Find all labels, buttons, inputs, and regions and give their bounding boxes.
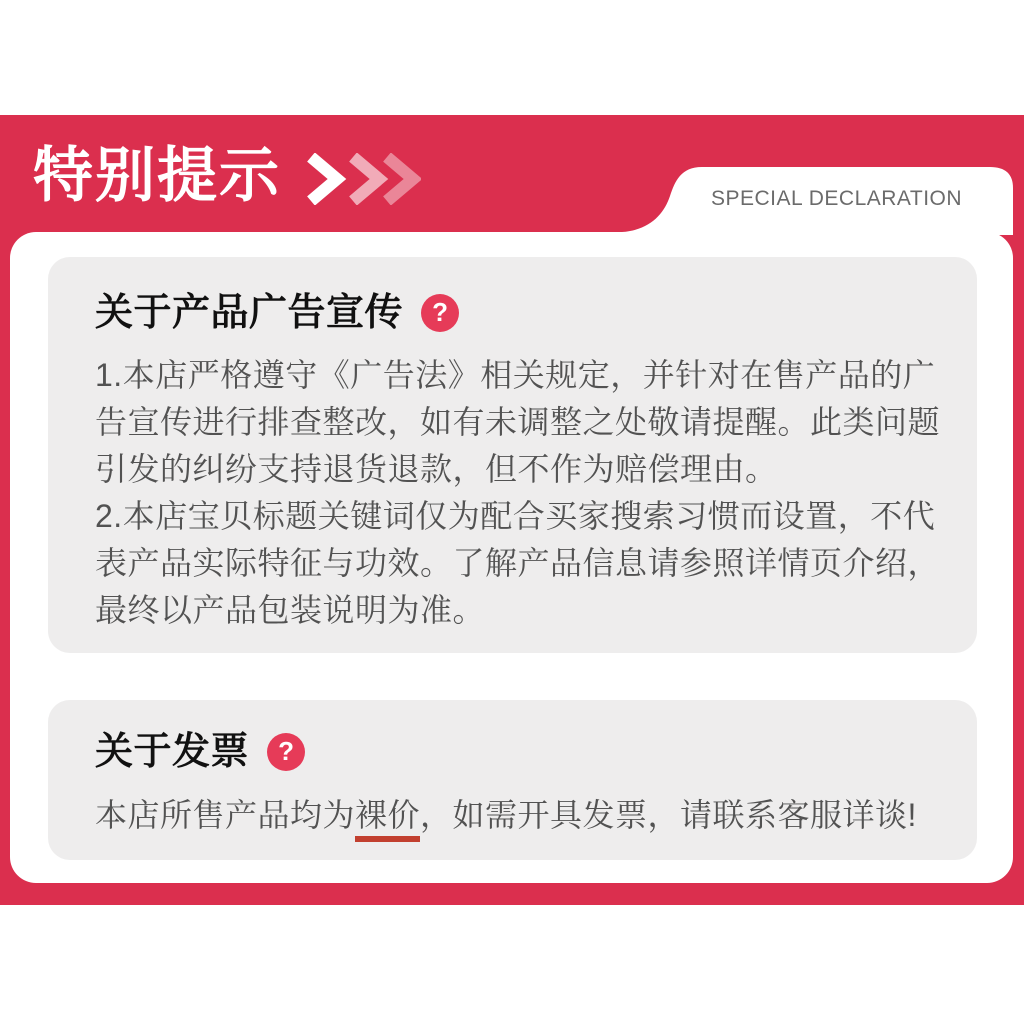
paragraph-line: 最终以产品包装说明为准。 bbox=[95, 592, 486, 628]
question-mark-icon bbox=[267, 733, 305, 771]
invoice-text-suffix: ，如需开具发票，请联系客服详谈! bbox=[420, 797, 917, 833]
section-advertising-heading: 关于产品广告宣传 bbox=[95, 292, 404, 334]
question-mark-icon bbox=[421, 294, 459, 332]
underlined-term: 裸价 bbox=[355, 797, 420, 842]
paragraph-line: 表产品实际特征与功效。了解产品信息请参照详情页介绍， bbox=[95, 545, 941, 581]
paragraph-line: 告宣传进行排查整改，如有未调整之处敬请提醒。此类问题 bbox=[95, 404, 941, 440]
advertising-paragraphs bbox=[95, 352, 939, 634]
section-invoice-heading: 关于发票 bbox=[95, 731, 250, 773]
banner-title: 特别提示 bbox=[33, 142, 281, 209]
banner-subtitle: SPECIAL DECLARATION bbox=[710, 187, 963, 210]
invoice-body-line bbox=[95, 793, 939, 837]
invoice-text-prefix: 本店所售产品均为 bbox=[95, 797, 356, 833]
section-advertising-heading-row bbox=[95, 293, 939, 333]
paragraph-line: 1.本店严格遵守《广告法》相关规定，并针对在售产品的广 bbox=[95, 357, 936, 393]
question-mark-glyph: ? bbox=[432, 297, 448, 327]
paragraph-line: 引发的纠纷支持退货退款，但不作为赔偿理由。 bbox=[95, 451, 778, 487]
question-mark-glyph: ? bbox=[278, 736, 294, 766]
paragraph-line: 2.本店宝贝标题关键词仅为配合买家搜索习惯而设置，不代 bbox=[95, 498, 936, 534]
section-invoice bbox=[48, 700, 977, 860]
banner-title-row bbox=[33, 143, 421, 209]
section-advertising bbox=[48, 257, 977, 653]
triple-chevron-icon bbox=[305, 153, 421, 205]
section-invoice-heading-row bbox=[95, 732, 939, 772]
